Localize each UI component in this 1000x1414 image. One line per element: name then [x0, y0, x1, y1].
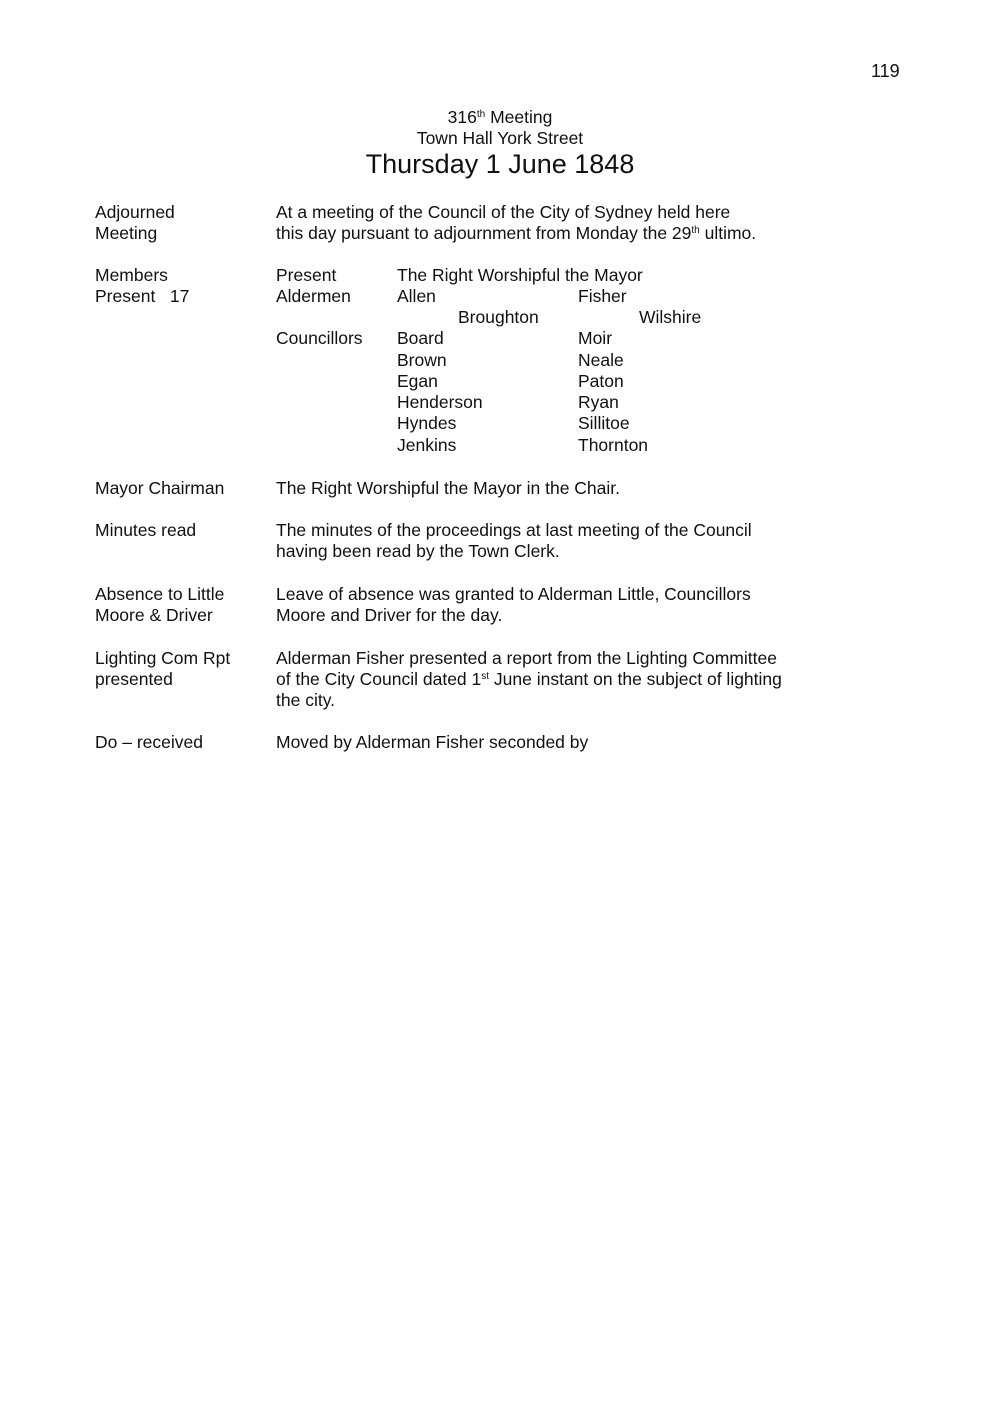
- margin-note: Members: [95, 265, 168, 285]
- margin-note: Mayor Chairman: [95, 478, 225, 498]
- member-name: Allen: [397, 286, 436, 306]
- margin-note: Lighting Com Rpt: [95, 648, 231, 668]
- councillors-label: Councillors: [276, 328, 363, 348]
- member-name: Wilshire: [639, 307, 702, 327]
- member-name: Thornton: [578, 435, 649, 455]
- member-name: Fisher: [578, 286, 627, 306]
- body-line: Leave of absence was granted to Alderman Little, Councillors: [276, 584, 751, 604]
- body-line: of the City Council dated 1st June instant on the subject of lighting: [276, 669, 782, 689]
- body-line: having been read by the Town Clerk.: [276, 541, 560, 561]
- body-line: The minutes of the proceedings at last meeting of the Council: [276, 520, 752, 540]
- member-name: Egan: [397, 371, 438, 391]
- member-name: Brown: [397, 350, 447, 370]
- page-number: 119: [871, 61, 900, 81]
- member-name: Paton: [578, 371, 624, 391]
- member-name: Ryan: [578, 392, 619, 412]
- body-line: Alderman Fisher presented a report from the Lighting Committee: [276, 648, 777, 668]
- present-value: The Right Worshipful the Mayor: [397, 265, 643, 285]
- member-name: Jenkins: [397, 435, 457, 455]
- margin-note: Present 17: [95, 286, 190, 306]
- body-line: this day pursuant to adjournment from Monday the 29th ultimo.: [276, 223, 757, 243]
- member-name: Henderson: [397, 392, 483, 412]
- member-name: Moir: [578, 328, 613, 348]
- margin-note: presented: [95, 669, 173, 689]
- margin-note: Meeting: [95, 223, 158, 243]
- member-name: Neale: [578, 350, 624, 370]
- meeting-number: 316th Meeting: [447, 107, 553, 127]
- body-line: Moore and Driver for the day.: [276, 605, 503, 625]
- margin-note: Minutes read: [95, 520, 197, 540]
- member-name: Broughton: [458, 307, 539, 327]
- meeting-venue: Town Hall York Street: [416, 128, 584, 148]
- margin-note: Absence to Little: [95, 584, 225, 604]
- body-line: The Right Worshipful the Mayor in the Chair.: [276, 478, 621, 498]
- body-line: Moved by Alderman Fisher seconded by: [276, 732, 589, 752]
- member-name: Hyndes: [397, 413, 457, 433]
- aldermen-label: Aldermen: [276, 286, 351, 306]
- margin-note: Adjourned: [95, 202, 175, 222]
- margin-note: Moore & Driver: [95, 605, 213, 625]
- member-name: Board: [397, 328, 444, 348]
- meeting-date: Thursday 1 June 1848: [365, 149, 635, 179]
- body-line: At a meeting of the Council of the City of Sydney held here: [276, 202, 731, 222]
- present-label: Present: [276, 265, 337, 285]
- margin-note: Do – received: [95, 732, 203, 752]
- member-name: Sillitoe: [578, 413, 630, 433]
- body-line: the city.: [276, 690, 336, 710]
